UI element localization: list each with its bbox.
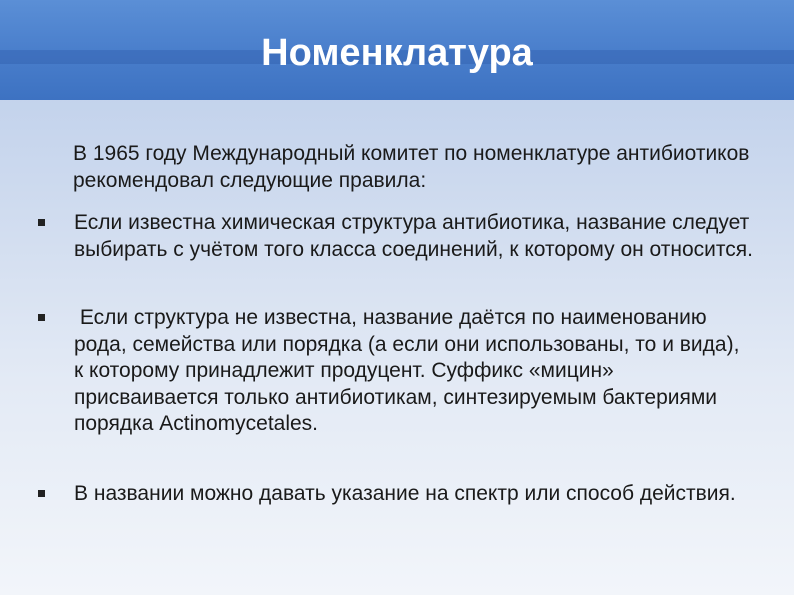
bullet-text: В названии можно давать указание на спектр или способ действия. [74, 482, 736, 505]
intro-paragraph: В 1965 году Международный комитет по номенклатуре антибиотиков рекомендовал следующие правила: [73, 142, 750, 192]
bullet-square-icon [38, 314, 45, 321]
bullet-text: Если известна химическая структура антибиотика, название следует выбирать с учётом того класса соединений, к которому он относится. [74, 211, 753, 261]
slide-title: Номенклатура [261, 32, 533, 74]
bullet-square-icon [38, 490, 45, 497]
bullet-square-icon [38, 219, 45, 226]
bullet-text: Если структура не известна, название даётся по наименованию рода, семейства или порядка (а если они использованы, то и вида), к которому принадлежит продуцент. Суффикс «мицин» присваивается только антибиотикам, синтезируемым бактериями порядка Actinomycetales. [74, 306, 740, 435]
